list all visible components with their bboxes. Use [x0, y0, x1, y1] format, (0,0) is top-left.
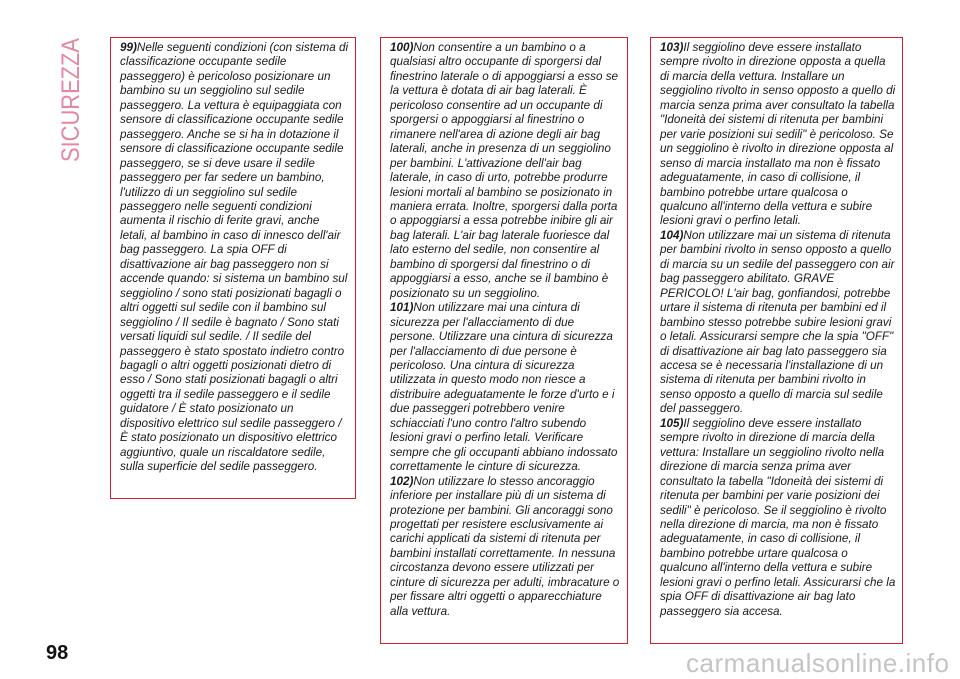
warning-text: Il seggiolino deve essere installato sempre rivolto in direzione opposta a quella di marcia della vettura. Installare un seggiolino rivolto in senso opposto a quello di marcia senza prima aver consultato la tabella "Idoneità dei sistemi di ritenuta per bambini per varie posizioni sui sedili" è pericoloso. Se un seggiolino è rivolto in direzione opposta al senso di marcia installato ma non è fissato adeguatamente, in caso di collisione, il bambino potrebbe urtare qualcosa o qualcuno all'interno della vettura e subire lesioni gravi o perfino letali.	[660, 41, 896, 228]
warning-102	[390, 475, 621, 620]
warning-box-middle	[380, 37, 628, 644]
page-number: 98	[46, 642, 69, 664]
warning-103	[660, 41, 896, 229]
warning-text: Nelle seguenti condizioni (con sistema di classificazione occupante sedile passeggero) è pericoloso posizionare un bambino su un seggiolino sul sedile passeggero. La vettura è equipaggiata con sensore di classificazione occupante sedile passeggero. Anche se si ha in dotazione il sensore di classificazione occupante sedile passeggero, se si deve usare il sedile passeggero per far sedere un bambino, l'utilizzo di un seggiolino sul sedile passeggero nelle seguenti condizioni aumenta il rischio di ferite gravi, anche letali, al bambino in caso di innesco dell'air bag passeggero. La spia OFF di disattivazione air bag passeggero non si accende quando: si sistema un bambino sul seggiolino / sono stati posizionati bagagli o altri oggetti sul sedile con il bambino sul seggiolino / Il sedile è bagnato / Sono stati versati liquidi sul sedile. / Il sedile del passeggero è stato spostato indietro contro bagagli o altri oggetti posizionati dietro di esso / Sono stati posizionati bagagli o altri oggetti tra il sedile passeggero e il sedile guidatore / È stato posizionato un dispositivo elettrico sul sedile passeggero / È stato posizionato un dispositivo elettrico aggiuntivo, quale un riscaldatore sedile, sulla superficie del sedile passeggero.	[120, 41, 349, 474]
warning-number: 103)	[660, 41, 684, 54]
warning-box-right	[650, 37, 903, 644]
warning-105	[660, 417, 896, 619]
warning-text: Non utilizzare mai una cintura di sicurezza per l'allacciamento di due persone. Utilizzare una cintura di sicurezza per l'allacciamento di due persone è pericoloso. Una cintura di sicurezza utilizzata in questo modo non riesce a distribuire adeguatamente le forze d'urto e i due passeggeri potrebbero venire schiacciati l'uno contro l'altro subendo lesioni gravi o perfino letali. Verificare sempre che gli occupanti abbiano indossato correttamente le cinture di sicurezza.	[390, 301, 618, 474]
warning-text: Il seggiolino deve essere installato sempre rivolto in direzione di marcia della vettura: Installare un seggiolino rivolto nella direzione di marcia senza prima aver consultato la tabella "Idoneità dei sistemi di ritenuta per bambini per varie posizioni dei sedili" è pericoloso. Se il seggiolino è rivolto nella direzione di marcia, ma non è fissato adeguatamente, in caso di collisione, il bambino potrebbe urtare qualcosa o qualcuno all'interno della vettura e subire lesioni gravi o perfino letali. Assicurarsi che la spia OFF di disattivazione air bag lato passeggero sia accesa.	[660, 416, 896, 618]
warning-number: 105)	[660, 416, 684, 430]
section-title-text: SICUREZZA	[57, 36, 85, 162]
warning-text: Non utilizzare lo stesso ancoraggio inferiore per installare più di un sistema di protezione per bambini. Gli ancoraggi sono progettati per resistere esclusivamente ai carichi applicati da sistemi di ritenuta per bambini installati correttamente. In nessuna circostanza devono essere utilizzati per cinture di sicurezza per adulti, imbracature o per fissare altri oggetti o apparecchiature alla vettura.	[390, 474, 620, 618]
warning-number: 101)	[390, 301, 414, 315]
warning-101	[390, 301, 621, 474]
warning-text: Non utilizzare mai un sistema di ritenuta per bambini rivolto in senso opposto a quello di marcia su un sedile del passeggero con air bag passeggero abilitato. GRAVE PERICOLO! L'air bag, gonfiandosi, potrebbe urtare il sistema di ritenuta per bambini ed il bambino stesso potrebbe subire lesioni gravi o letali. Assicurarsi sempre che la spia "OFF" di disattivazione air bag lato passeggero sia accesa se è necessaria l'installazione di un sistema di ritenuta per bambini rivolto in senso opposto a quello di marcia sul sedile del passeggero.	[660, 228, 895, 416]
warning-number: 102)	[390, 474, 414, 488]
footer-watermark: carmanualsonline.info	[686, 648, 950, 678]
warning-number: 100)	[390, 41, 414, 54]
warning-text: Non consentire a un bambino o a qualsiasi altro occupante di sporgersi dal finestrino laterale o di appoggiarsi a esso se la vettura è dotata di air bag laterali. È pericoloso consentire ad un occupante di sporgersi o appoggiarsi al finestrino o rimanere nell'area di azione degli air bag laterali, anche in presenza di un seggiolino per bambini. L'attivazione dell'air bag laterale, in caso di urto, potrebbe produrre lesioni mortali al bambino se posizionato in maniera errata. Inoltre, sporgersi dalla porta o appoggiarsi a essa potrebbe inibire gli air bag laterali. L'air bag laterale fuoriesce dal lato esterno del sedile, non consentire al bambino di sporgersi dal finestrino o di appoggiarsi a esso, anche se il bambino è posizionato su un seggiolino.	[390, 41, 619, 300]
warning-number: 99)	[120, 41, 137, 54]
warning-100	[390, 41, 621, 301]
warning-number: 104)	[660, 228, 684, 242]
warning-box-left	[110, 37, 356, 499]
section-title-vertical	[50, 36, 86, 166]
warning-104	[660, 229, 896, 417]
warning-99	[120, 41, 349, 475]
